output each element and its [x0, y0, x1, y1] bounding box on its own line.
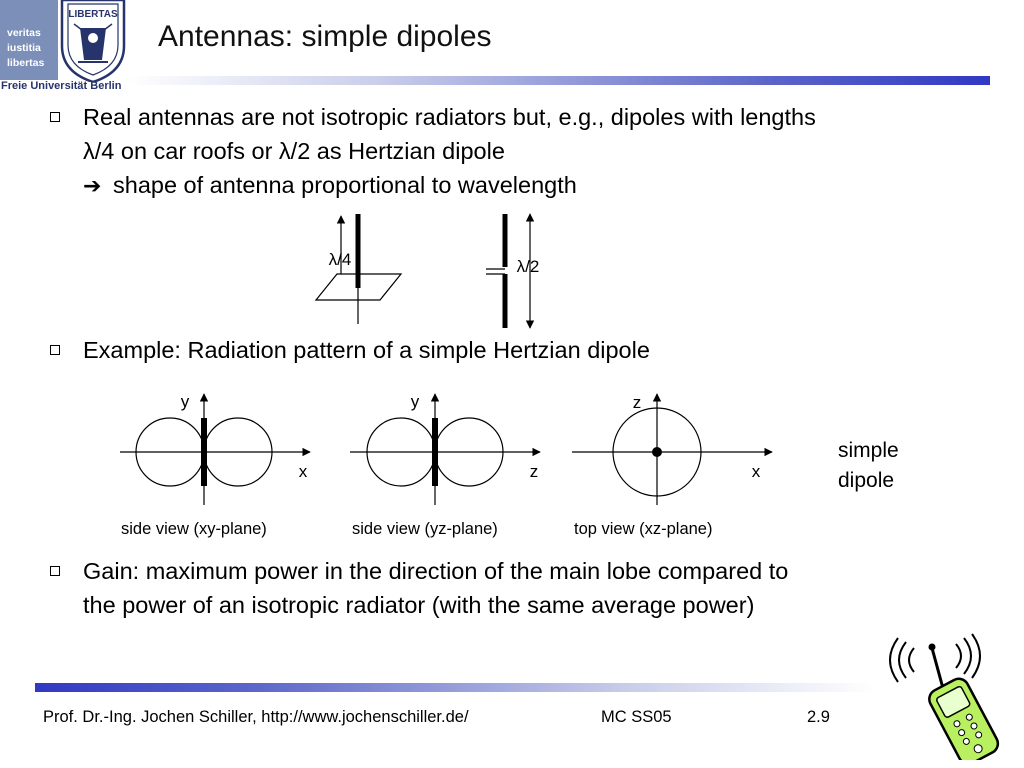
footer-author: Prof. Dr.-Ing. Jochen Schiller, http://www.jochenschiller.de/ [43, 708, 469, 726]
bullet-2-line-1: Example: Radiation pattern of a simple Hertzian dipole [83, 337, 650, 363]
slide-title: Antennas: simple dipoles [158, 20, 492, 53]
svg-text:z: z [632, 393, 642, 412]
simple-dipole-label-line-1: simple [838, 439, 899, 462]
title-underline-bar [128, 76, 990, 85]
bullet-icon [50, 345, 60, 355]
footer-bar [35, 683, 875, 692]
university-logo [0, 0, 128, 94]
logo-motto [7, 26, 44, 71]
bullet-3-line-2: the power of an isotropic radiator (with the same average power) [83, 592, 755, 618]
svg-text:x: x [298, 462, 308, 481]
svg-text:λ/2: λ/2 [516, 257, 540, 276]
quarter-wave-antenna [316, 214, 401, 324]
mobile-phone-icon [884, 630, 1010, 760]
pattern-side-view-yz [345, 390, 545, 510]
bullet-icon [50, 112, 60, 122]
bullet-3-line-1: Gain: maximum power in the direction of the main lobe compared to [83, 558, 789, 584]
caption-side-view-xy: side view (xy-plane) [121, 520, 267, 538]
svg-text:y: y [410, 392, 420, 411]
seal-icon [58, 0, 128, 82]
motto-word-2: iustitia [7, 42, 41, 54]
motto-word-1: veritas [7, 27, 41, 39]
bullet-1-implication [83, 168, 577, 203]
logo-panel [0, 0, 62, 80]
svg-text:z: z [529, 462, 539, 481]
page-number: 2.9 [807, 708, 830, 726]
motto-word-3: libertas [7, 57, 45, 69]
svg-text:λ/4: λ/4 [328, 250, 352, 269]
caption-side-view-yz: side view (yz-plane) [352, 520, 498, 538]
bullet-icon [50, 566, 60, 576]
bullet-1-line-1: Real antennas are not isotropic radiators but, e.g., dipoles with lengths [83, 104, 816, 130]
svg-text:LIBERTAS: LIBERTAS [68, 9, 118, 20]
implication-text: shape of antenna proportional to wavelength [113, 172, 577, 198]
right-arrow-icon: ➔ [83, 173, 102, 198]
svg-text:x: x [751, 462, 761, 481]
pattern-top-view-xz [567, 390, 777, 510]
half-wave-antenna [486, 214, 539, 328]
pattern-side-view-xy [115, 390, 315, 510]
simple-dipole-label-line-2: dipole [838, 469, 895, 492]
footer-course: MC SS05 [601, 708, 672, 726]
svg-text:y: y [180, 392, 190, 411]
university-name: Freie Universität Berlin [1, 80, 122, 92]
bullet-1-line-2: λ/4 on car roofs or λ/2 as Hertzian dipole [83, 138, 505, 164]
caption-top-view-xz: top view (xz-plane) [574, 520, 713, 538]
antenna-lengths-diagram [300, 208, 560, 332]
simple-dipole-label [838, 436, 899, 496]
